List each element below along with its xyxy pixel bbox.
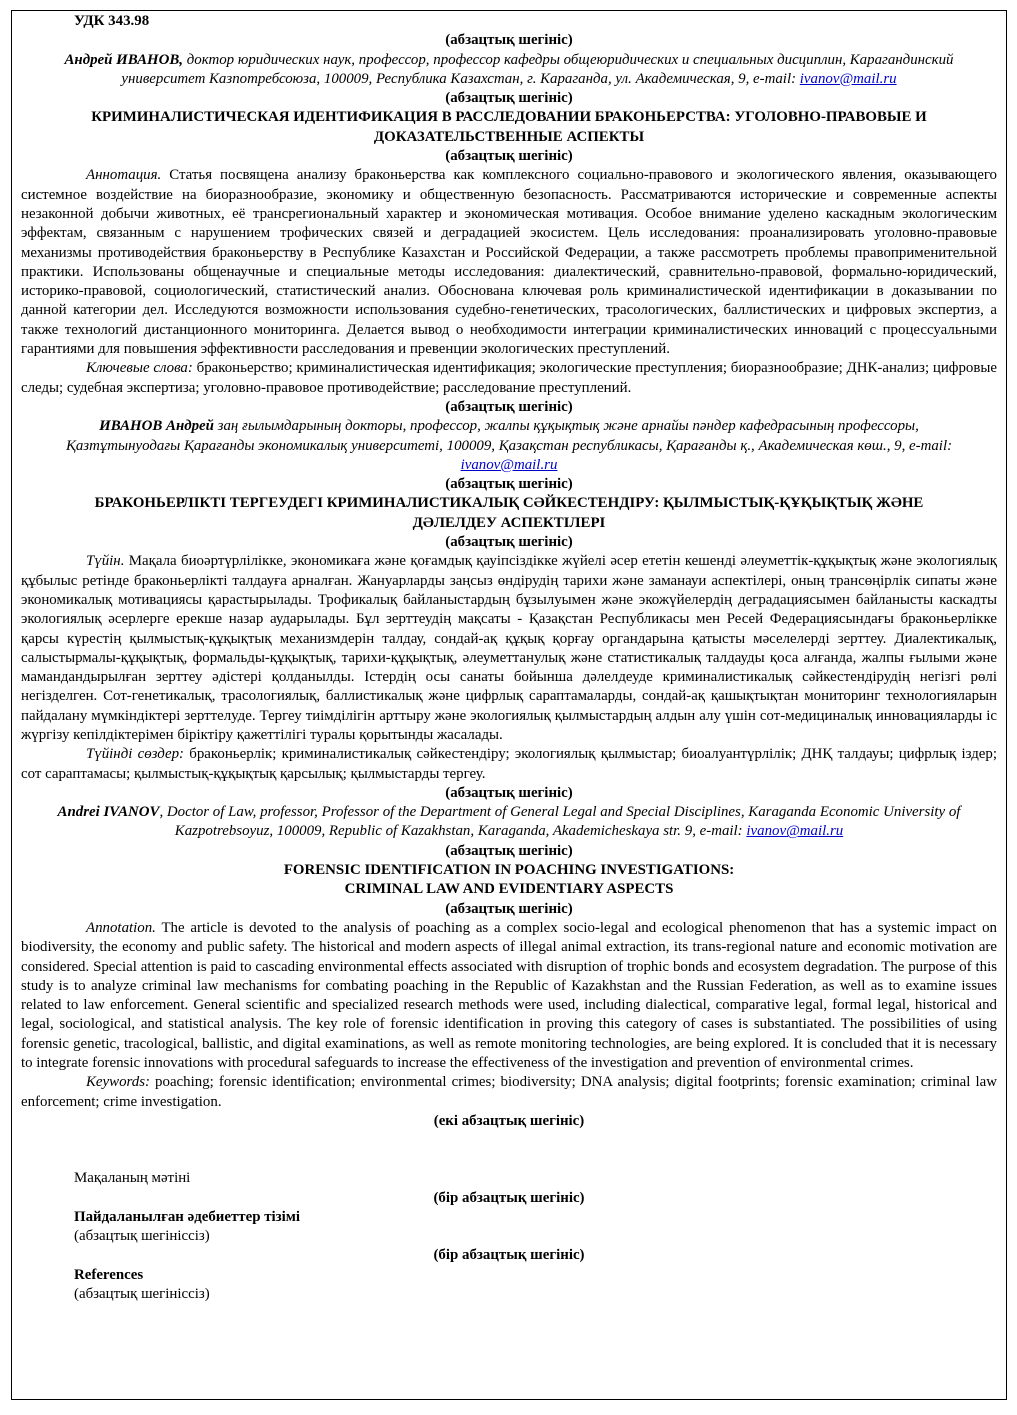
kz-keywords-label: Түйінді сөздер: — [86, 746, 185, 763]
ru-abstract-text: Статья посвящена анализу браконьерства как комплексного социально-правового и экологического явления, оказывающего системное воздействие на биоразнообразие, экономику и общественную безопасность. Рассматриваются исторические и современные аспекты незаконной добычи животных, её трансрегиональный характер и экономическая мотивация. Особое внимание уделено каскадным экологическим эффектам, связанным с нарушением трофических связей и деградацией экосистем. Цель исследования: проанализировать уголовно-правовые механизмы противодействия браконьерству в Республике Казахстан и Российской Федерации, а также рассмотреть проблемы правоприменительной практики. Использованы общенаучные и специальные методы исследования: диалектический, сравнительно-правовой, формально-юридический, историко-правовой, социологический, статистический анализ. Обоснована ключевая роль криминалистической идентификации в доказывании по данной категории дел. Исследуются возможности использования судебно-генетических, трасологических, баллистических и цифровых экспертиз, а также технологий дистанционного мониторинга. Делается вывод о необходимости интеграции криминалистических инноваций с процессуальными гарантиями для повышения эффективности расследования и превенции экологических преступлений. — [21, 167, 997, 358]
spacer-note: (абзацтық шегініс) — [445, 900, 573, 917]
en-abstract-label: Annotation. — [86, 919, 156, 936]
ru-abstract-label: Аннотация. — [86, 167, 162, 184]
en-keywords — [21, 1073, 997, 1112]
ru-keywords — [21, 359, 997, 398]
body-text-placeholder: Мақаланың мәтіні — [74, 1170, 191, 1187]
no-indent-note: (абзацтық шегініссіз) — [74, 1228, 210, 1245]
en-abstract — [21, 919, 997, 1073]
en-title-line: CRIMINAL LAW AND EVIDENTIARY ASPECTS — [344, 881, 674, 898]
udk-code: УДК 343.98 — [74, 13, 150, 29]
kz-abstract-text: Мақала биоәртүрлілікке, экономикаға және қоғамдық қауіпсіздікке жүйелі әсер ететін кешенді әлеуметтік-құқықтық және экологиялық құбылыс ретінде браконьерлікті талдауға арналған. Жануарларды заңсыз өндірудің тарихи және заманауи аспектілері, оның трансөңірлік сипаты және экономикалық мотивациясы қарастырылады. Трофикалық байланыстардың бұзылуымен және экожүйелердің деградациясымен байланысты каскадты экологиялық әсерлерге ерекше назар аударылады. Бұл зерттеудің мақсаты - Қазақстан Республикасы мен Ресей Федерациясындағы браконьерлікке қарсы күрестің қылмыстық-құқықтық механизмдерін талдау, сондай-ақ құқық қорғау органдарына қатысты мәселелерді зерттеу. Диалектикалық, салыстырмалы-құқықтық, формальды-құқықтық, тарихи-құқықтық, әлеуметтанулық және статистикалық талдауды қоса алғанда, жалпы ғылыми және мамандандырылған зерттеу әдістері қолданылды. Істердің осы санаты бойынша дәлелдеуде криминалистикалық сәйкестендірудің негізгі рөлі негізделген. Сот-генетикалық, трасологиялық, баллистикалық және цифрлық сараптамаларды, сондай-ақ қашықтықтан мониторинг технологияларын пайдалану мүмкіндіктері зерттелуде. Тергеу тиімділігін арттыру және экологиялық қылмыстардың алдын алу үшін сот-медициналық инновацияларды іс жүргізу кепілдіктерімен біріктіру қажеттілігі туралы қорытынды жасалады. — [21, 553, 997, 743]
references-heading-kz: Пайдаланылған әдебиеттер тізімі — [74, 1208, 301, 1225]
en-author-name: Andrei IVANOV — [57, 804, 160, 821]
ru-author — [21, 51, 997, 90]
spacer-note: (абзацтық шегініс) — [445, 842, 573, 859]
ru-keywords-label: Ключевые слова: — [86, 360, 193, 377]
spacer-note: (абзацтық шегініс) — [445, 784, 573, 801]
blank-gap — [21, 1131, 997, 1169]
spacer-note: (абзацтық шегініс) — [445, 90, 573, 107]
ru-author-info: доктор юридических наук, профессор, профессор кафедры общеюридических и специальных дисциплин, Карагандинский университет Казпотребсоюза, 100009, Республика Казахстан, г. Караганда, ул. Академическая, 9, e-mail: — [121, 51, 954, 87]
ru-title: КРИМИНАЛИСТИЧЕСКАЯ ИДЕНТИФИКАЦИЯ В РАССЛЕДОВАНИИ БРАКОНЬЕРСТВА: УГОЛОВНО-ПРАВОВЫЕ И ДОКАЗАТЕЛЬСТВЕННЫЕ АСПЕКТЫ — [91, 109, 927, 145]
spacer-note: (бір абзацтық шегініс) — [433, 1247, 585, 1264]
en-author-info: , Doctor of Law, professor, Professor of the Department of General Legal and Special Disciplines, Karaganda Economic University of Kazpotrebsoyuz, 100009, Republic of Kazakhstan, Karaganda, Akademicheskaya str. 9, e-mail: — [159, 804, 961, 840]
spacer-note: (бір абзацтық шегініс) — [433, 1189, 585, 1206]
en-keywords-label: Keywords: — [86, 1074, 150, 1091]
en-email-link[interactable]: ivanov@mail.ru — [746, 823, 844, 840]
spacer-note: (абзацтық шегініс) — [445, 148, 573, 165]
references-heading-en: References — [74, 1266, 144, 1283]
en-abstract-text: The article is devoted to the analysis of poaching as a complex socio-legal and ecological phenomenon that has a systemic impact on biodiversity, the economy and public safety. The historical and modern aspects of illegal animal extraction, its trans-regional nature and economic motivation are considered. Special attention is paid to cascading environmental effects associated with disruption of trophic bonds and ecosystem degradation. The purpose of this study is to analyze criminal law mechanisms for combating poaching in the Republic of Kazakhstan and the Russian Federation, as well as to examine issues related to law enforcement. General scientific and specialized research methods were used, including dialectical, comparative legal, formal legal, historical and legal, sociological, and statistical analysis. The key role of forensic identification in proving this category of cases is substantiated. The possibilities of using forensic genetic, tracological, ballistic, and digital examinations, as well as remote monitoring technologies, are being explored. It is concluded that it is necessary to integrate forensic innovations with procedural safeguards to increase the effectiveness of the investigation and prevention of environmental crimes. — [21, 919, 997, 1072]
kz-abstract — [21, 552, 997, 745]
kz-title: БРАКОНЬЕРЛІКТІ ТЕРГЕУДЕГІ КРИМИНАЛИСТИКАЛЫҚ СӘЙКЕСТЕНДІРУ: ҚЫЛМЫСТЫҚ-ҚҰҚЫҚТЫҚ ЖӘНЕ ДӘЛЕЛДЕУ АСПЕКТІЛЕРІ — [94, 495, 924, 531]
ru-abstract — [21, 166, 997, 359]
kz-author-info: заң ғылымдарының докторы, профессор, жалпы құқықтық және арнайы пәндер кафедрасының профессоры, Қазтұтынуодағы Қарағанды экономикалық университеті, 100009, Қазақстан республикасы, Қарағанды қ., Академическая көш., 9, e-mail: — [65, 418, 953, 454]
en-title — [21, 861, 997, 900]
kz-author — [21, 417, 997, 475]
kz-author-name: ИВАНОВ Андрей — [99, 418, 214, 435]
en-title-line: FORENSIC IDENTIFICATION IN POACHING INVESTIGATIONS: — [283, 862, 735, 879]
spacer-note: (абзацтық шегініс) — [445, 398, 573, 415]
document-page — [11, 10, 1007, 1400]
kz-keywords — [21, 745, 997, 784]
ru-email-link[interactable]: ivanov@mail.ru — [799, 70, 897, 87]
ru-keywords-text: браконьерство; криминалистическая идентификация; экологические преступления; биоразнообразие; ДНК-анализ; цифровые следы; судебная экспертиза; уголовно-правовое противодействие; расследование преступлений. — [21, 360, 997, 396]
ru-author-name: Андрей ИВАНОВ, — [64, 51, 184, 68]
no-indent-note: (абзацтық шегініссіз) — [74, 1286, 210, 1302]
spacer-note: (абзацтық шегініс) — [445, 476, 573, 493]
spacer-note: (екі абзацтық шегініс) — [433, 1112, 585, 1129]
en-author — [21, 803, 997, 842]
kz-email-link[interactable]: ivanov@mail.ru — [460, 456, 558, 473]
spacer-note: (абзацтық шегініс) — [445, 534, 573, 551]
en-keywords-text: poaching; forensic identification; environmental crimes; biodiversity; DNA analysis; digital footprints; forensic examination; criminal law enforcement; crime investigation. — [21, 1074, 997, 1110]
kz-keywords-text: браконьерлік; криминалистикалық сәйкестендіру; экологиялық қылмыстар; биоалуантүрлілік; ДНҚ талдауы; цифрлық іздер; сот сараптамасы; қылмыстық-құқықтық қарсылық; қылмыстарды тергеу. — [21, 746, 997, 782]
kz-abstract-label: Түйін. — [86, 553, 125, 570]
spacer-note: (абзацтық шегініс) — [445, 32, 573, 49]
